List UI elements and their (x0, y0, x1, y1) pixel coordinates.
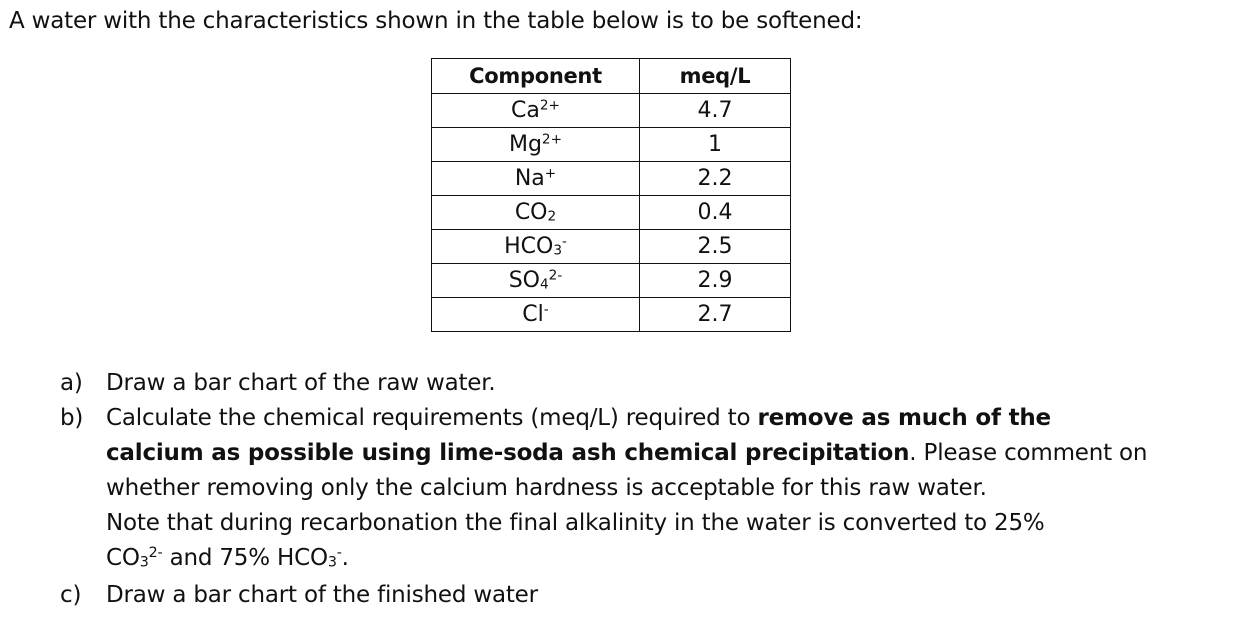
question-label: a) (60, 370, 83, 396)
component-cell: Cl- (432, 298, 640, 332)
value-cell: 2.9 (640, 264, 791, 298)
question-body (106, 401, 1236, 576)
question-text: Draw a bar chart of the raw water. (106, 370, 496, 396)
table-row (432, 298, 791, 332)
table-row (432, 264, 791, 298)
emphasis-text: remove as much of the (757, 405, 1051, 431)
table-row (432, 230, 791, 264)
question-text: Draw a bar chart of the finished water (106, 582, 538, 608)
table-row (432, 128, 791, 162)
value-cell: 2.5 (640, 230, 791, 264)
component-cell: $HCO_3^-$ (432, 230, 640, 264)
value-cell: 1 (640, 128, 791, 162)
question-line: whether removing only the calcium hardness is acceptable for this raw water. (106, 475, 987, 501)
question-line: Calculate the chemical requirements (meq/L) required to remove as much of the (106, 405, 1051, 431)
question-line: $CO_3^{2-}$ and 75% $HCO_3^-$. (106, 545, 349, 571)
emphasis-text: calcium as possible using lime-soda ash chemical precipitation (106, 440, 910, 466)
value-cell: 2.2 (640, 162, 791, 196)
component-cell: $Mg^{2+}$ (432, 128, 640, 162)
table-row (432, 196, 791, 230)
question-label: b) (60, 405, 84, 431)
value-cell: 4.7 (640, 94, 791, 128)
header-component: Component (432, 59, 640, 94)
table-row (432, 162, 791, 196)
question-line: Note that during recarbonation the final alkalinity in the water is converted to 25% (106, 510, 1045, 536)
header-meq-per-l: meq/L (640, 59, 791, 94)
water-characteristics-table (431, 58, 791, 332)
value-cell: 2.7 (640, 298, 791, 332)
component-cell: $Ca^{2+}$ (432, 94, 640, 128)
component-cell: $CO_2$ (432, 196, 640, 230)
table-row (432, 94, 791, 128)
table-header-row (432, 59, 791, 94)
intro-text: A water with the characteristics shown in the table below is to be softened: (9, 8, 863, 34)
component-cell: $SO_4^{2-}$ (432, 264, 640, 298)
question-label: c) (60, 582, 82, 608)
question-line: calcium as possible using lime-soda ash chemical precipitation. Please comment on (106, 440, 1148, 466)
value-cell: 0.4 (640, 196, 791, 230)
component-cell: Na+ (432, 162, 640, 196)
